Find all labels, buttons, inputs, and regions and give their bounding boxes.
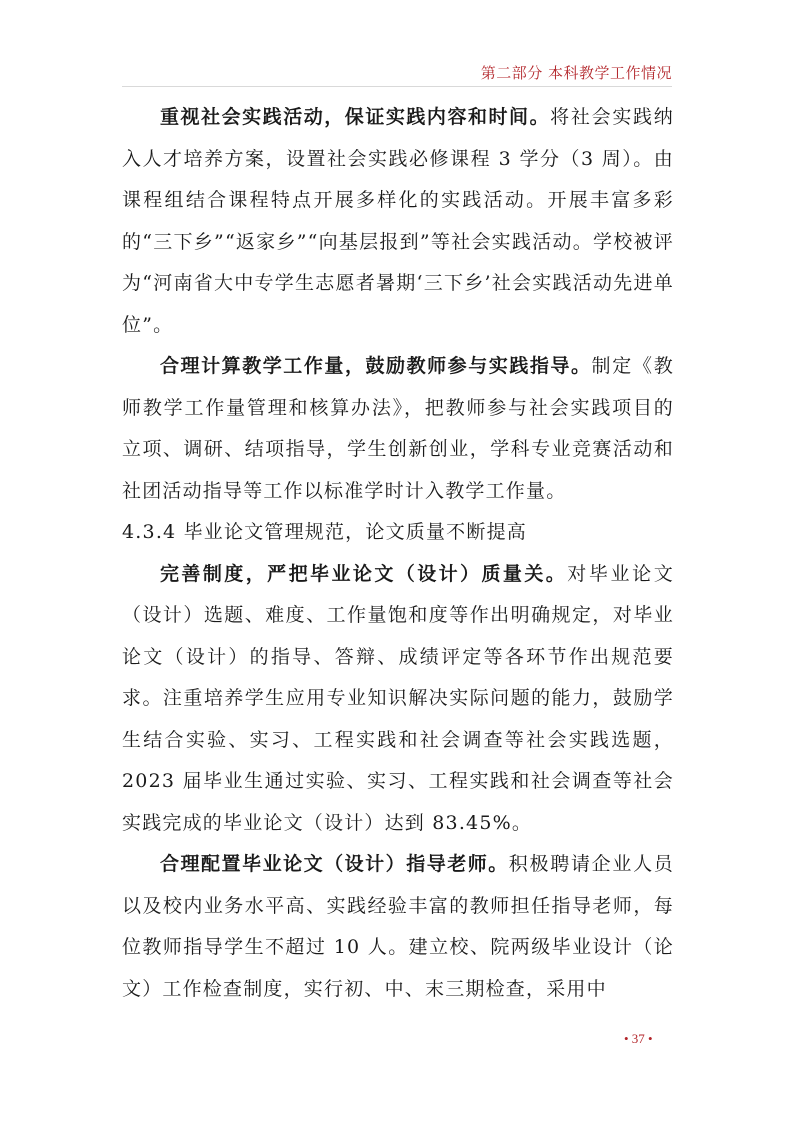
paragraph-text: 制定《教师教学工作量管理和核算办法》，把教师参与社会实践项目的立项、调研、结项指导，学生创新创业，学科专业竞赛活动和社团活动指导等工作以标准学时计入教学工作量。 xyxy=(122,355,674,502)
paragraph-lead: 合理计算教学工作量，鼓励教师参与实践指导。 xyxy=(160,355,592,377)
header-divider xyxy=(122,86,672,87)
section-heading: 4.3.4 毕业论文管理规范，论文质量不断提高 xyxy=(122,521,527,543)
paragraph-text: 对毕业论文（设计）选题、难度、工作量饱和度等作出明确规定，对毕业论文（设计）的指导、答辩、成绩评定等各环节作出规范要求。注重培养学生应用专业知识解决实际问题的能力，鼓励学生结合实验、实习、工程实践和社会调查等社会实践选题，2023 届毕业生通过实验、实习、工程实践和社会调查等社会实践完成的毕业论文（设计）达到 83.45%。 xyxy=(122,562,674,834)
paragraph-social-practice xyxy=(122,97,674,346)
paragraph-text: 积极聘请企业人员以及校内业务水平高、实践经验丰富的教师担任指导老师，每位教师指导学生不超过 10 人。建立校、院两级毕业设计（论文）工作检查制度，实行初、中、末三期检查，采用中 xyxy=(122,853,674,1000)
document-body xyxy=(122,97,674,1010)
paragraph-lead: 合理配置毕业论文（设计）指导老师。 xyxy=(160,853,509,875)
paragraph-lead: 完善制度，严把毕业论文（设计）质量关。 xyxy=(160,562,568,585)
paragraph-workload xyxy=(122,346,674,512)
paragraph-thesis-advisors xyxy=(122,844,674,1010)
paragraph-thesis-quality xyxy=(122,554,674,845)
section-header: 第二部分 本科教学工作情况 xyxy=(480,64,672,82)
page-number: • 37 • xyxy=(624,1031,653,1046)
paragraph-text: 将社会实践纳入人才培养方案，设置社会实践必修课程 3 学分（3 周）。由课程组结合课程特点开展多样化的实践活动。开展丰富多彩的“三下乡”“返家乡”“向基层报到”等社会实践活动。学校被评为“河南省大中专学生志愿者暑期‘三下乡’社会实践活动先进单位”。 xyxy=(122,106,674,336)
paragraph-lead: 重视社会实践活动，保证实践内容和时间。 xyxy=(160,106,551,128)
